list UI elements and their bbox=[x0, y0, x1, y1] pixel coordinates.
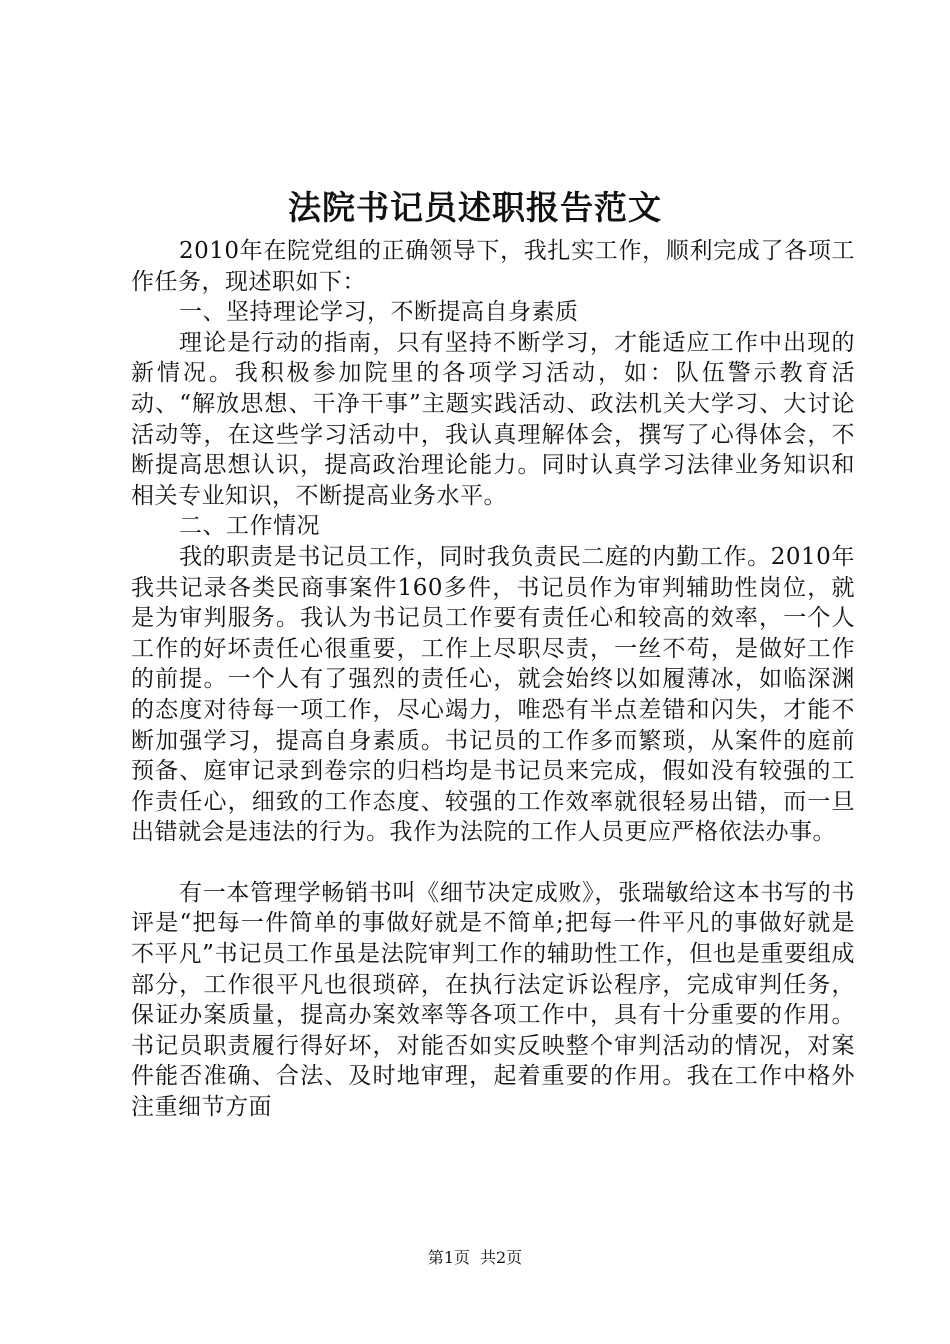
paragraph-spacer bbox=[131, 848, 855, 878]
body-paragraph-theory: 理论是行动的指南，只有坚持不断学习，才能适应工作中出现的新情况。我积极参加院里的各项学习活动，如：队伍警示教育活动、“解放思想、干净干事”主题实践活动、政法机关大学习、大讨论活动等，在这些学习活动中，我认真理解体会，撰写了心得体会，不断提高思想认识，提高政治理论能力。同时认真学习法律业务知识和相关专业知识，不断提高业务水平。 bbox=[131, 329, 855, 509]
section-heading-2: 二、工作情况 bbox=[179, 513, 320, 540]
intro-paragraph: 2010年在院党组的正确领导下，我扎实工作，顺利完成了各项工作任务，现述职如下： bbox=[131, 238, 855, 295]
section-heading-1: 一、坚持理论学习，不断提高自身素质 bbox=[179, 299, 579, 326]
body-paragraph-details: 有一本管理学畅销书叫《细节决定成败》，张瑞敏给这本书写的书评是“把每一件简单的事做好就是不简单;把每一件平凡的事做好就是不平凡”书记员工作虽是法院审判工作的辅助性工作，但也是重要组成部分，工作很平凡也很琐碎，在执行法定诉讼程序，完成审判任务，保证办案质量，提高办案效率等各项工作中，具有十分重要的作用。书记员职责履行得好坏，对能否如实反映整个审判活动的情况，对案件能否准确、合法、及时地审理，起着重要的作用。我在工作中格外注重细节方面 bbox=[131, 879, 855, 1121]
page-number: 第1页 bbox=[427, 1248, 470, 1267]
body-paragraph-duties: 我的职责是书记员工作，同时我负责民二庭的内勤工作。2010年我共记录各类民商事案件160多件，书记员作为审判辅助性岗位，就是为审判服务。我认为书记员工作要有责任心和较高的效率，一个人工作的好坏责任心很重要，工作上尽职尽责，一丝不苟，是做好工作的前提。一个人有了强烈的责任心，就会始终以如履薄冰，如临深渊的态度对待每一项工作，尽心竭力，唯恐有半点差错和闪失，才能不断加强学习，提高自身素质。书记员的工作多而繁琐，从案件的庭前预备、庭审记录到卷宗的归档均是书记员来完成，假如没有较强的工作责任心，细致的工作态度、较强的工作效率就很轻易出错，而一旦出错就会是违法的行为。我作为法院的工作人员更应严格依法办事。 bbox=[131, 543, 855, 846]
document-body bbox=[131, 236, 855, 1123]
page-total: 共2页 bbox=[480, 1248, 523, 1267]
page-footer bbox=[0, 1248, 950, 1268]
document-title: 法院书记员述职报告范文 bbox=[288, 188, 662, 227]
